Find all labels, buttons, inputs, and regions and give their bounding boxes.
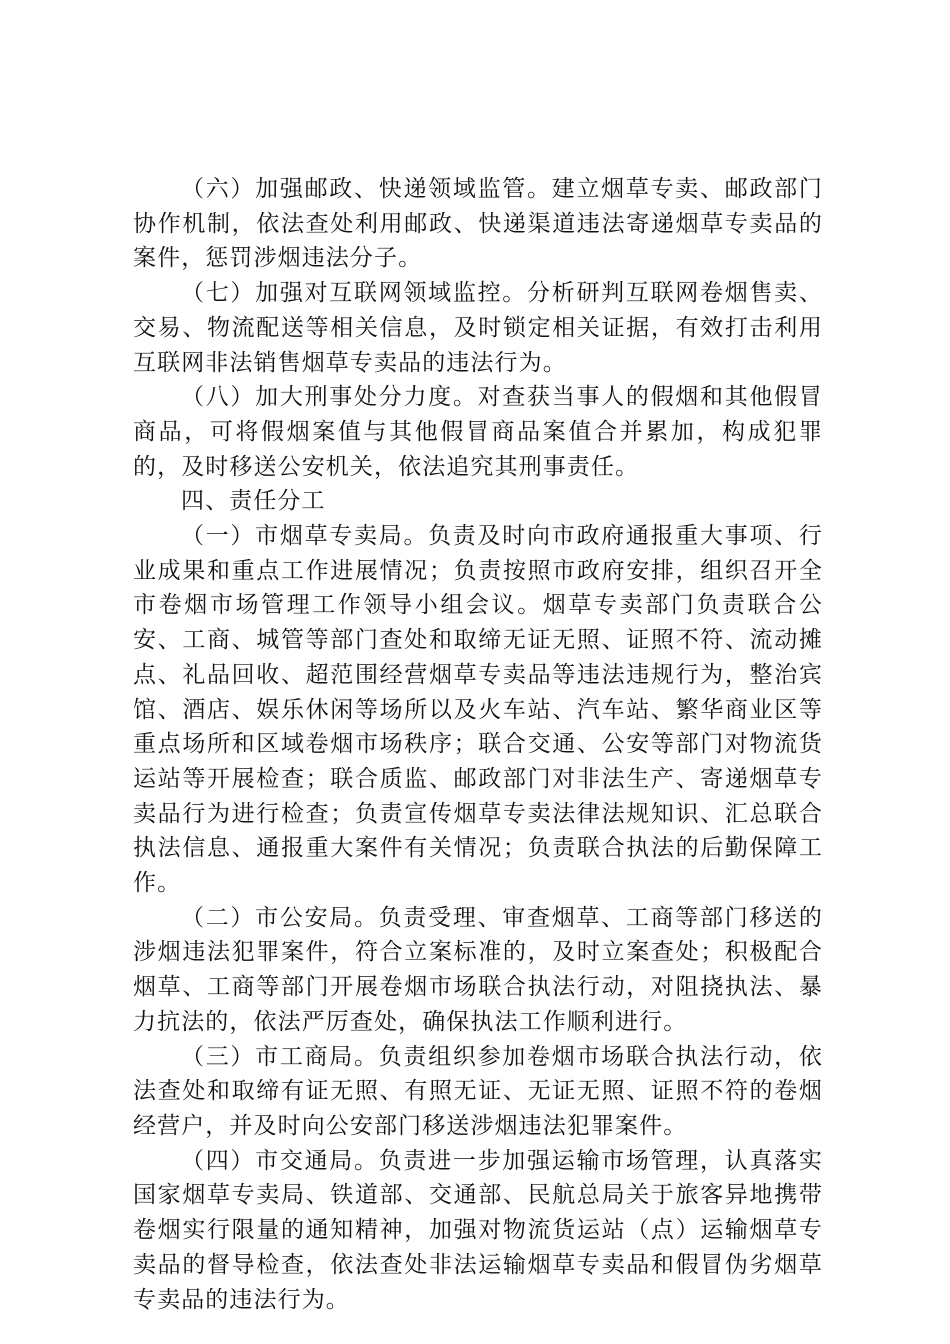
paragraph-postal-express-supervision: （六）加强邮政、快递领域监管。建立烟草专卖、邮政部门协作机制，依法查处利用邮政、快递渠道违法寄递烟草专卖品的案件，惩罚涉烟违法分子。: [133, 176, 823, 272]
paragraph-tobacco-monopoly-bureau: （一）市烟草专卖局。负责及时向市政府通报重大事项、行业成果和重点工作进展情况；负责按照市政府安排，组织召开全市卷烟市场管理工作领导小组会议。烟草专卖部门负责联合公安、工商、城管等部门查处和取缔无证无照、证照不符、流动摊点、礼品回收、超范围经营烟草专卖品等违法违规行为，整治宾馆、酒店、娱乐休闲等场所以及火车站、汽车站、繁华商业区等重点场所和区域卷烟市场秩序；联合交通、公安等部门对物流货运站等开展检查；联合质监、邮政部门对非法生产、寄递烟草专卖品行为进行检查；负责宣传烟草专卖法律法规知识、汇总联合执法信息、通报重大案件有关情况；负责联合执法的后勤保障工作。: [133, 523, 823, 897]
document-body: [133, 172, 823, 1317]
paragraph-criminal-punishment: （八）加大刑事处分力度。对查获当事人的假烟和其他假冒商品，可将假烟案值与其他假冒商品案值合并累加，构成犯罪的，及时移送公安机关，依法追究其刑事责任。: [133, 384, 823, 480]
paragraph-public-security-bureau: （二）市公安局。负责受理、审查烟草、工商等部门移送的涉烟违法犯罪案件，符合立案标准的，及时立案查处；积极配合烟草、工商等部门开展卷烟市场联合执法行动，对阻挠执法、暴力抗法的，依法严厉查处，确保执法工作顺利进行。: [133, 904, 823, 1035]
paragraph-internet-monitoring: （七）加强对互联网领域监控。分析研判互联网卷烟售卖、交易、物流配送等相关信息，及时锁定相关证据，有效打击利用互联网非法销售烟草专卖品的违法行为。: [133, 280, 823, 376]
section-heading-responsibilities: 四、责任分工: [181, 488, 326, 515]
paragraph-transport-bureau: （四）市交通局。负责进一步加强运输市场管理，认真落实国家烟草专卖局、铁道部、交通部、民航总局关于旅客异地携带卷烟实行限量的通知精神，加强对物流货运站（点）运输烟草专卖品的督导检查，依法查处非法运输烟草专卖品和假冒伪劣烟草专卖品的违法行为。: [133, 1147, 823, 1313]
paragraph-industry-commerce-bureau: （三）市工商局。负责组织参加卷烟市场联合执法行动，依法查处和取缔有证无照、有照无证、无证无照、证照不符的卷烟经营户，并及时向公安部门移送涉烟违法犯罪案件。: [133, 1043, 823, 1139]
